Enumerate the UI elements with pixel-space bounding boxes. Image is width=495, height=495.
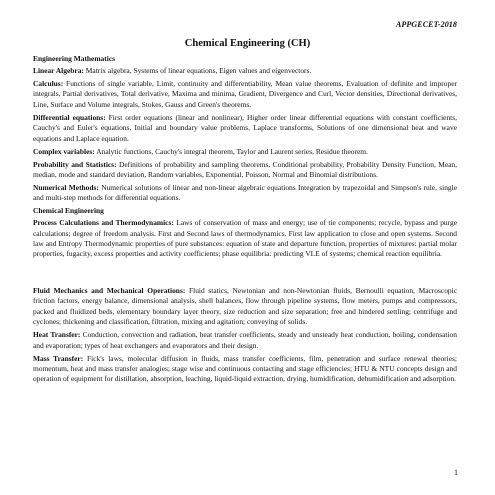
topic-label: Numerical Methods:: [33, 182, 99, 192]
topic-label: Mass Transfer:: [33, 353, 84, 363]
topic-label: Process Calculations and Thermodynamics:: [33, 218, 174, 228]
topic-label: Heat Transfer:: [33, 330, 81, 340]
topic-text: Matrix algebra, Systems of linear equations, Eigen values and eigenvectors.: [83, 65, 312, 75]
topic-mass-transfer: [33, 354, 457, 385]
section-heading-engineering-mathematics: Engineering Mathematics: [33, 54, 116, 63]
topic-text: Numerical solutions of linear and non-linear algebraic equations Integration by trapezoidal and Simpson's rule, single and multi-step methods for differential equations.: [33, 182, 457, 203]
section-heading-chemical-engineering: Chemical Engineering: [33, 206, 104, 216]
topic-complex-variables: [33, 147, 457, 157]
exam-tag: APPGECET-2018: [395, 20, 457, 29]
topic-text: Functions of single variable, Limit, continuity and differentiability, Mean value theorems, Evaluation of definite and improper integrals, Partial derivatives, Total derivative, Maxima and minima, Gradient, Divergence and Curl, Vector densities, Directional derivatives, Line, Surface and Volume integrals, Stokes, Gauss and Green's theorems.: [33, 78, 457, 109]
topic-label: Probability and Statistics:: [33, 159, 117, 169]
page-number: 1: [454, 468, 458, 477]
topic-label: Complex variables:: [33, 146, 95, 156]
topic-calculus: [33, 79, 457, 110]
topic-label: Linear Algebra:: [33, 65, 84, 75]
topic-heat-transfer: [33, 330, 457, 351]
topic-label: Differential equations:: [33, 112, 106, 122]
topic-fluid-mechanics: [33, 286, 457, 328]
topic-text: Fick's laws, molecular diffusion in fluids, mass transfer coefficients, film, penetration and surface renewal theories; momentum, heat and mass transfer analogies; stage wise and continuous contacting and stage efficiencies; HTU & NTU concepts design and operation of equipment for distillation, absorption, leaching, liquid-liquid extraction, drying, humidification, dehumidification and adsorption.: [33, 353, 457, 384]
topic-differential-equations: [33, 113, 457, 144]
topic-text: Definitions of probability and sampling theorems, Conditional probability, Probability Density Function, Mean, median, mode and standard deviation, Random variables, Exponential, Poisson, Normal and Binomial distributions.: [33, 159, 457, 179]
document-title: Chemical Engineering (CH): [184, 38, 311, 49]
topic-text: Laws of conservation of mass and energy; use of tie components; recycle, bypass and purge calculations; degree of freedom analysis. First and Second laws of thermodynamics. First law application to close and open systems. Second law and Entropy Thermodynamic properties of pure substances: equation of state and departure function, properties of mixtures: partial molar properties, fugacity, excess properties and activity coefficients; phase equilibria: predicting VLE of systems; chemical reaction equilibria.: [33, 218, 458, 259]
topic-text: Analytic functions, Cauchy's integral theorem, Taylor and Laurent series, Residue theorem.: [94, 146, 368, 156]
syllabus-content: [33, 54, 457, 387]
topic-text: Fluid statics, Newtonian and non-Newtonian fluids, Bernoulli equation, Macroscopic friction factors, energy balance, dimensional analysis, shell balances, flow through pipeline systems, flow meters, pumps and compressors, packed and fluidized beds, elementary boundary layer theory, size reduction and size separation; free and hindered settling; centrifuge and cyclones; thickening and classification, filtration, mixing and agitation; conveying of solids.: [33, 285, 457, 327]
topic-label: Calculus:: [33, 78, 64, 88]
topic-label: Fluid Mechanics and Mechanical Operations:: [33, 285, 186, 295]
topic-text: Conduction, convection and radiation, heat transfer coefficients, steady and unsteady heat conduction, boiling, condensation and evaporation; types of heat exchangers and evaporators and their design.: [33, 330, 457, 350]
topic-process-calculations-thermodynamics: [33, 218, 457, 260]
topic-text: First order equations (linear and nonlinear), Higher order linear differential equations with constant coefficients, Cauchy's and Euler's equations, Initial and boundary value problems, Laplace transforms, Solutions of one dimensional heat and wave equations and Laplace equation.: [33, 112, 458, 143]
topic-numerical-methods: [33, 183, 457, 204]
topic-linear-algebra: [33, 66, 457, 76]
topic-probability-statistics: [33, 160, 457, 181]
